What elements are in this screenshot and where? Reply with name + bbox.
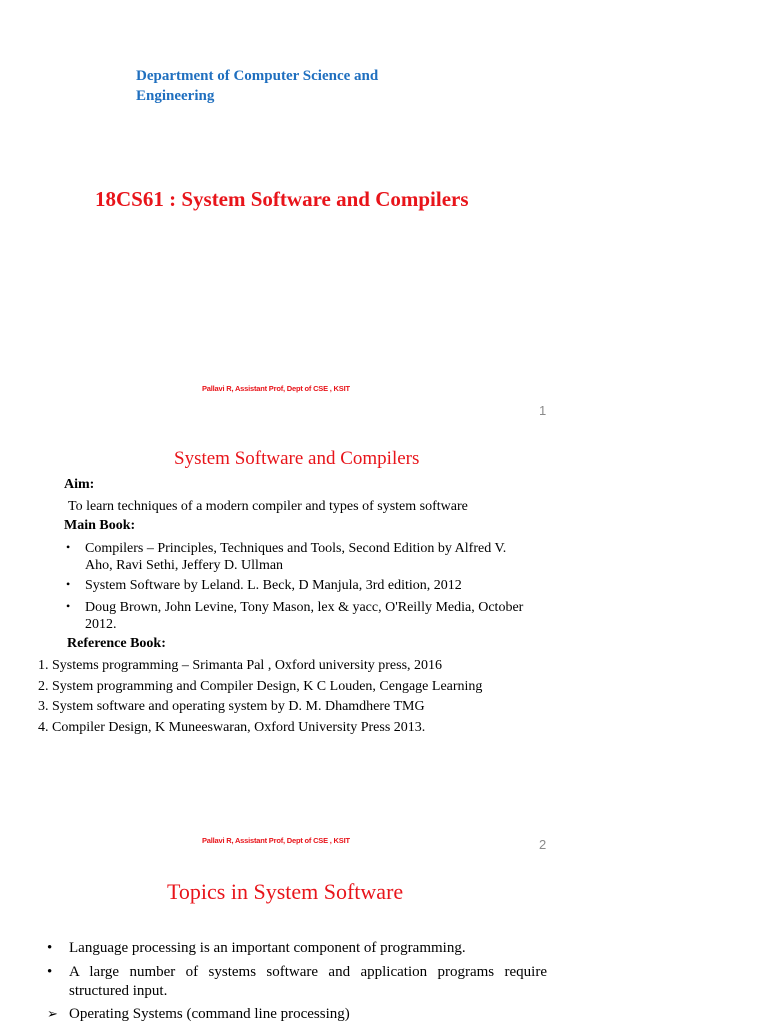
slide-title: System Software and Compilers (174, 448, 420, 469)
bullet-icon: • (47, 964, 53, 980)
slide-footer: Pallavi R, Assistant Prof, Dept of CSE , KSIT (202, 384, 350, 393)
main-book-item: Compilers – Principles, Techniques and Tools, Second Edition by Alfred V. Aho, Ravi Sethi, Jeffery D. Ullman (85, 541, 507, 573)
main-book-item: Doug Brown, John Levine, Tony Mason, lex & yacc, O'Reilly Media, October 2012. (85, 600, 524, 632)
reference-book-label: Reference Book: (67, 636, 166, 651)
reference-item: 3. System software and operating system by D. M. Dhamdhere TMG (38, 699, 425, 714)
main-book-item: System Software by Leland. L. Beck, D Manjula, 3rd edition, 2012 (85, 578, 462, 593)
department-heading: Department of Computer Science and Engineering (136, 68, 379, 104)
page-number: 2 (539, 837, 547, 852)
slide-title: Topics in System Software (167, 879, 404, 904)
topic-bullet: Language processing is an important component of programming. (69, 940, 466, 956)
topic-bullet: A large number of systems software and application programs require structured input. (69, 964, 547, 999)
slide-footer: Pallavi R, Assistant Prof, Dept of CSE , KSIT (202, 836, 350, 845)
reference-item: 1. Systems programming – Srimanta Pal , Oxford university press, 2016 (38, 658, 443, 673)
bullet-icon: • (66, 540, 71, 554)
arrow-bullet-icon: ➢ (47, 1007, 58, 1022)
aim-label: Aim: (64, 477, 95, 492)
course-title: 18CS61 : System Software and Compilers (95, 187, 469, 211)
reference-item: 2. System programming and Compiler Design, K C Louden, Cengage Learning (38, 679, 483, 694)
page-number: 1 (539, 403, 547, 418)
aim-text: To learn techniques of a modern compiler and types of system software (68, 499, 468, 514)
bullet-icon: • (47, 940, 53, 956)
reference-item: 4. Compiler Design, K Muneeswaran, Oxford University Press 2013. (38, 720, 426, 735)
bullet-icon: • (66, 577, 71, 591)
main-book-label: Main Book: (64, 518, 136, 533)
topic-arrow-item: Operating Systems (command line processing) (69, 1006, 350, 1022)
bullet-icon: • (66, 599, 71, 613)
